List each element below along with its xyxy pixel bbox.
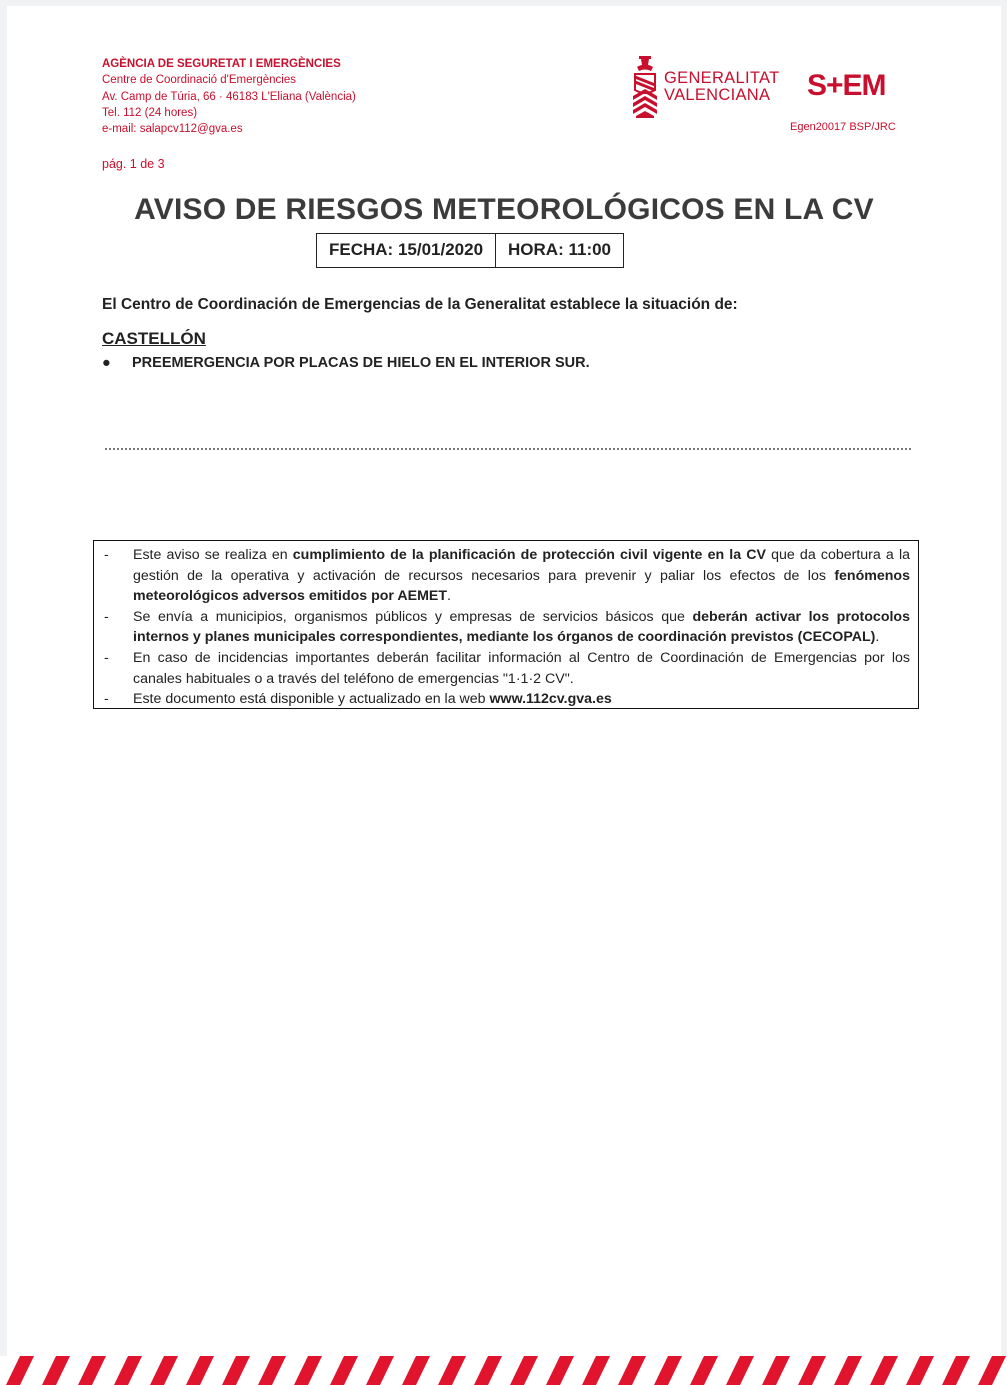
document-reference: Egen20017 BSP/JRC — [790, 121, 896, 133]
notice-bold-text: fenómenos meteorológicos adversos emitidos por AEMET — [133, 567, 910, 605]
dash-icon: - — [104, 547, 109, 563]
dash-icon: - — [104, 691, 109, 708]
warning-text: PREEMERGENCIA POR PLACAS DE HIELO EN EL INTERIOR SUR. — [132, 355, 590, 371]
notice-bold-text: cumplimiento de la planificación de protección civil vigente en la CV — [292, 547, 766, 563]
notice-text: que da cobertura a la gestión de la operativa y activación de recursos necesarios para prevenir y paliar los efectos de los — [133, 547, 911, 584]
time-cell: HORA: 11:00 — [495, 234, 623, 267]
agency-phone: Tel. 112 (24 hores) — [102, 106, 198, 119]
notice-text: En caso de incidencias importantes deberán facilitar información al Centro de Coordinación de Emergencias por los canales habituales o a través del teléfono de emergencias "1·1·2 CV". — [133, 649, 910, 687]
intro-text: El Centro de Coordinación de Emergencias de la Generalitat establece la situación de: — [102, 296, 738, 313]
notice-bold-text: deberán activar los protocolos internos y planes municipales correspondientes, mediante los órganos de coordinación previstos (CECOPAL) — [133, 608, 910, 646]
notice-text: . — [447, 588, 451, 605]
notice-text: Este documento está disponible y actualizado en la web — [133, 691, 490, 708]
agency-address-block — [102, 56, 356, 137]
date-time-box — [316, 233, 624, 268]
logo-line-1: GENERALITAT — [664, 69, 780, 87]
bullet-icon: ● — [102, 355, 111, 371]
page-title: AVISO DE RIESGOS METEOROLÓGICOS EN LA CV — [134, 193, 874, 226]
warning-bullet — [102, 355, 590, 371]
notice-item — [100, 607, 910, 648]
page-number: pág. 1 de 3 — [102, 157, 165, 171]
notice-text: Se envía a municipios, organismos públicos y empresas de servicios básicos que — [133, 608, 693, 625]
dotted-separator — [105, 448, 911, 450]
website-link-text: www.112cv.gva.es — [489, 691, 612, 708]
red-white-stripe-border — [0, 1356, 1007, 1385]
notice-item — [100, 689, 910, 710]
agency-center: Centre de Coordinació d'Emergències — [102, 74, 296, 87]
logo-line-2: VALENCIANA — [664, 86, 771, 104]
dash-icon: - — [104, 649, 109, 666]
region-heading: CASTELLÓN — [102, 329, 206, 348]
gv-shield-icon — [631, 56, 659, 118]
agency-address: Av. Camp de Túria, 66 · 46183 L'Eliana (València) — [102, 90, 356, 103]
date-cell: FECHA: 15/01/2020 — [329, 240, 484, 259]
agency-name: AGÈNCIA DE SEGURETAT I EMERGÈNCIES — [102, 58, 341, 70]
notice-item — [100, 648, 910, 689]
dash-icon: - — [104, 608, 109, 625]
generalitat-valenciana-logo — [631, 56, 781, 120]
sem-logo: S+EM — [807, 69, 886, 102]
notice-item — [100, 545, 910, 607]
notice-text: . — [875, 629, 880, 646]
agency-email: e-mail: salapcv112@gva.es — [102, 123, 243, 136]
notice-text: Este aviso se realiza en — [133, 547, 293, 563]
document-page — [7, 6, 1001, 1385]
notice-box — [93, 540, 919, 709]
